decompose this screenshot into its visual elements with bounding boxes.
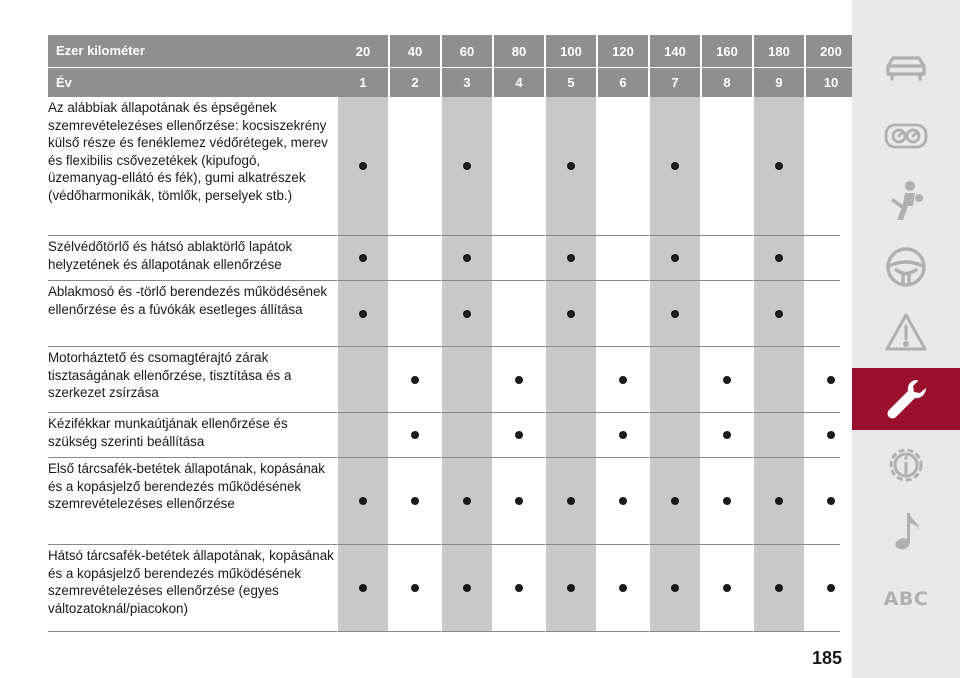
check-dot-icon [567,310,575,318]
check-dot-icon [619,584,627,592]
check-dot-icon [359,584,367,592]
schedule-cell [494,413,544,457]
year-header-label: Év [48,68,338,97]
schedule-cell [390,545,440,631]
schedule-cell [494,281,544,346]
year-header-cell-7: 7 [650,68,700,97]
schedule-cell [598,281,648,346]
seatbelt-safety-icon [883,178,929,224]
km-header-cell-2: 40 [390,35,440,67]
schedule-cell [598,413,648,457]
check-dot-icon [619,497,627,505]
schedule-cell [754,97,804,235]
schedule-cell [390,236,440,280]
check-dot-icon [567,254,575,262]
schedule-cell [494,545,544,631]
year-header-cell-2: 2 [390,68,440,97]
year-header-cell-5: 5 [546,68,596,97]
year-header-cell-8: 8 [702,68,752,97]
row-description: Ablakmosó és -törlő berendezés működésének ellenőrzése és a fúvókák esetleges állítása [48,284,328,317]
nav-emergency[interactable] [852,302,960,364]
nav-dashboard[interactable] [852,104,960,166]
schedule-cell [494,458,544,544]
steering-wheel-icon [883,244,929,290]
schedule-cell [494,347,544,412]
year-header-cell-10: 10 [806,68,856,97]
car-icon [883,46,929,92]
check-dot-icon [567,584,575,592]
check-dot-icon [515,431,523,439]
check-dot-icon [775,497,783,505]
schedule-cell [546,413,596,457]
schedule-cell [390,347,440,412]
schedule-cell [650,545,700,631]
check-dot-icon [671,584,679,592]
nav-car[interactable] [852,38,960,100]
schedule-cell [702,281,752,346]
check-dot-icon [463,584,471,592]
check-dot-icon [775,584,783,592]
km-header-cell-9: 180 [754,35,804,67]
row-description: Szélvédőtörlő és hátsó ablaktörlő lapátok helyzetének és állapotának ellenőrzése [48,239,293,272]
schedule-cell [754,413,804,457]
schedule-cell [806,97,856,235]
schedule-cell [650,458,700,544]
km-header-cell-1: 20 [338,35,388,67]
km-header-cell-10: 200 [806,35,856,67]
check-dot-icon [827,376,835,384]
wrench-icon [883,376,929,422]
abc-index-icon: ABC [883,588,929,610]
schedule-cell [702,236,752,280]
schedule-cell [442,97,492,235]
schedule-cell [598,458,648,544]
schedule-cell [702,545,752,631]
year-header-cell-9: 9 [754,68,804,97]
music-note-icon [883,508,929,554]
schedule-cell [338,347,388,412]
schedule-cell [546,97,596,235]
check-dot-icon [359,497,367,505]
schedule-cell [390,458,440,544]
check-dot-icon [619,431,627,439]
schedule-cell [754,458,804,544]
table-row [48,281,840,347]
check-dot-icon [619,376,627,384]
row-description: Kézifékkar munkaútjának ellenőrzése és szükség szerinti beállítása [48,416,288,449]
schedule-cell [598,236,648,280]
schedule-cell [546,347,596,412]
schedule-cell [442,281,492,346]
km-header-cell-8: 160 [702,35,752,67]
info-gear-icon [883,442,929,488]
check-dot-icon [359,310,367,318]
row-description: Első tárcsafék-betétek állapotának, kopásának és a kopásjelző berendezés működésének szemrevételezéses ellenőrzése [48,461,325,512]
check-dot-icon [723,431,731,439]
row-description: Hátsó tárcsafék-betétek állapotának, kopásának és a kopásjelző berendezés működésének szemrevételezéses ellenőrzése (egyes változatoknál/piacokon) [48,548,334,616]
year-header-cell-3: 3 [442,68,492,97]
schedule-cell [338,545,388,631]
page-number: 185 [812,648,843,668]
schedule-cell [650,236,700,280]
schedule-cell [702,413,752,457]
km-header-cell-3: 60 [442,35,492,67]
schedule-cell [806,281,856,346]
schedule-cell [338,236,388,280]
schedule-cell [442,545,492,631]
check-dot-icon [463,310,471,318]
schedule-cell [754,281,804,346]
check-dot-icon [411,376,419,384]
nav-safety[interactable] [852,170,960,232]
table-row [48,545,840,632]
check-dot-icon [359,162,367,170]
check-dot-icon [411,497,419,505]
schedule-cell [754,236,804,280]
check-dot-icon [775,162,783,170]
schedule-cell [390,97,440,235]
schedule-cell [546,236,596,280]
check-dot-icon [411,584,419,592]
nav-maintenance[interactable] [852,368,960,430]
schedule-cell [442,413,492,457]
km-header-cell-6: 120 [598,35,648,67]
check-dot-icon [723,376,731,384]
header-row-year [48,68,840,97]
schedule-cell [390,413,440,457]
schedule-cell [338,97,388,235]
schedule-cell [806,545,856,631]
check-dot-icon [775,254,783,262]
nav-multimedia[interactable] [852,500,960,562]
check-dot-icon [723,497,731,505]
schedule-cell [546,281,596,346]
schedule-cell [598,97,648,235]
table-row [48,97,840,236]
schedule-cell [338,458,388,544]
nav-index[interactable] [852,568,960,630]
check-dot-icon [775,310,783,318]
schedule-cell [702,97,752,235]
row-description: Az alábbiak állapotának és épségének szemrevételezéses ellenőrzése: kocsiszekrény külső része és fenéklemez védőrétegek, merev és flexibilis csővezetékek (kipufogó, üzemanyag-ellátó és fék), gumi alkatrészek (védőharmonikák, tömlők, perselyek stb.) [48,100,328,203]
check-dot-icon [723,584,731,592]
km-header-label: Ezer kilométer [48,35,338,67]
nav-technical-data[interactable] [852,434,960,496]
check-dot-icon [827,584,835,592]
check-dot-icon [359,254,367,262]
schedule-cell [650,347,700,412]
check-dot-icon [671,254,679,262]
schedule-cell [442,458,492,544]
schedule-cell [338,413,388,457]
check-dot-icon [463,162,471,170]
check-dot-icon [463,497,471,505]
schedule-cell [494,236,544,280]
schedule-cell [754,545,804,631]
nav-starting-driving[interactable] [852,236,960,298]
km-header-cell-7: 140 [650,35,700,67]
table-row [48,413,840,458]
check-dot-icon [827,497,835,505]
schedule-cell [650,97,700,235]
dashboard-gauges-icon [883,112,929,158]
schedule-cell [806,458,856,544]
check-dot-icon [515,497,523,505]
schedule-cell [494,97,544,235]
check-dot-icon [827,431,835,439]
schedule-cell [546,458,596,544]
schedule-cell [702,347,752,412]
km-header-cell-4: 80 [494,35,544,67]
check-dot-icon [411,431,419,439]
schedule-cell [390,281,440,346]
check-dot-icon [671,310,679,318]
year-header-cell-6: 6 [598,68,648,97]
check-dot-icon [671,162,679,170]
schedule-cell [338,281,388,346]
check-dot-icon [515,584,523,592]
warning-triangle-icon [883,310,929,356]
schedule-cell [546,545,596,631]
check-dot-icon [515,376,523,384]
km-header-cell-5: 100 [546,35,596,67]
check-dot-icon [567,162,575,170]
schedule-cell [702,458,752,544]
year-header-cell-4: 4 [494,68,544,97]
schedule-cell [650,413,700,457]
year-header-cell-1: 1 [338,68,388,97]
header-row-km [48,35,840,68]
table-row [48,458,840,545]
schedule-cell [754,347,804,412]
schedule-cell [650,281,700,346]
schedule-cell [806,413,856,457]
row-description: Motorháztető és csomagtérajtó zárak tisztaságának ellenőrzése, tisztítása és a szerkezet zsírzása [48,350,292,401]
schedule-cell [442,236,492,280]
schedule-cell [806,347,856,412]
check-dot-icon [463,254,471,262]
schedule-cell [598,545,648,631]
table-row [48,347,840,413]
chapter-sidebar [852,0,960,678]
schedule-cell [442,347,492,412]
table-row [48,236,840,281]
check-dot-icon [567,497,575,505]
maintenance-schedule-table [48,35,840,632]
schedule-cell [806,236,856,280]
check-dot-icon [671,497,679,505]
schedule-cell [598,347,648,412]
